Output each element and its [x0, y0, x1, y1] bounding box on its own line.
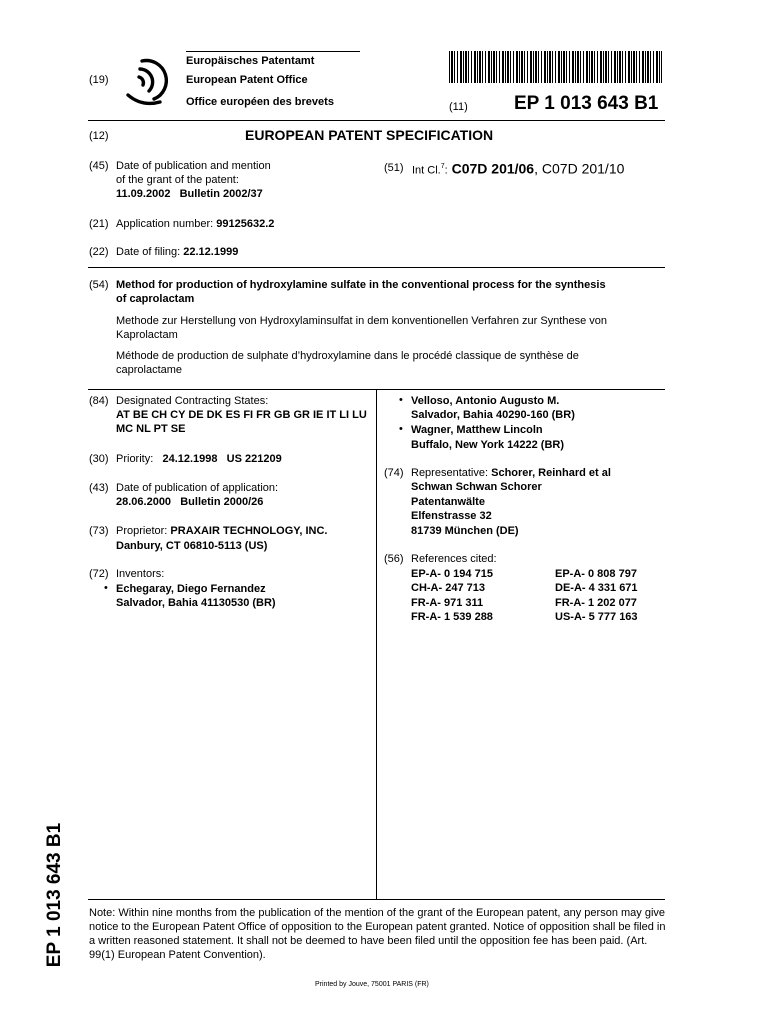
reference-left-1: EP-A- 0 194 715	[411, 568, 493, 580]
title-en-2: of caprolactam	[116, 293, 195, 305]
application-label: Application number:	[116, 218, 214, 230]
filing-date: 22.12.1999	[183, 246, 239, 258]
office-name-en: European Patent Office	[186, 74, 308, 86]
code-45: (45)	[89, 160, 109, 172]
note-line-1: Note: Within nine months from the publication of the mention of the grant of the European patent, any person may give	[89, 907, 666, 919]
office-name-fr: Office européen des brevets	[186, 96, 334, 108]
title-fr-2: caprolactame	[116, 364, 183, 376]
representative-line-5: 81739 München (DE)	[411, 525, 519, 537]
header-rule	[186, 51, 360, 52]
code-73: (73)	[89, 525, 109, 537]
side-publication-number: EP 1 013 643 B1	[44, 822, 65, 968]
note-line-3: a written reasoned statement. It shall not be deemed to have been filed until the opposition fee has been paid. (Art.	[89, 935, 648, 947]
application-row	[116, 217, 274, 231]
priority-row	[116, 452, 282, 466]
int-cl-secondary: , C07D 201/10	[534, 160, 625, 177]
priority-label: Priority:	[116, 453, 154, 465]
inventors-label: Inventors:	[116, 568, 165, 580]
reference-right-2: DE-A- 4 331 671	[555, 582, 638, 594]
pub-value: 11.09.2002 Bulletin 2002/37	[116, 188, 263, 200]
states-line-1: AT BE CH CY DE DK ES FI FR GB GR IE IT LI LU	[116, 409, 367, 421]
states-line-2: MC NL PT SE	[116, 423, 186, 435]
reference-left-4: FR-A- 1 539 288	[411, 611, 493, 623]
office-name-de: Europäisches Patentamt	[186, 55, 315, 67]
pub-label-1: Date of publication and mention	[116, 160, 271, 172]
proprietor-row	[116, 524, 328, 538]
code-84: (84)	[89, 395, 109, 407]
proprietor-name: PRAXAIR TECHNOLOGY, INC.	[170, 525, 328, 537]
code-51: (51)	[384, 162, 404, 174]
references-label: References cited:	[411, 553, 497, 565]
app-pub-label: Date of publication of application:	[116, 482, 279, 494]
note-line-2: notice to the European Patent Office of opposition to the European patent granted. Notice of opposition shall be filed in	[89, 921, 666, 933]
code-43: (43)	[89, 482, 109, 494]
rule-title	[88, 267, 665, 268]
code-72: (72)	[89, 568, 109, 580]
filing-row	[116, 245, 238, 259]
code-30: (30)	[89, 453, 109, 465]
code-21: (21)	[89, 218, 109, 230]
proprietor-label: Proprietor:	[116, 525, 168, 537]
printer-imprint: Printed by Jouve, 75001 PARIS (FR)	[315, 981, 429, 988]
rule-note	[88, 899, 665, 900]
code-74: (74)	[384, 467, 404, 479]
reference-left-2: CH-A- 247 713	[411, 582, 485, 594]
code-19: (19)	[89, 74, 109, 86]
epo-logo-icon	[124, 55, 174, 111]
code-11: (11)	[449, 101, 468, 113]
inventor-3-bullet: •	[399, 423, 403, 435]
title-de-2: Kaprolactam	[116, 329, 178, 341]
reference-right-4: US-A- 5 777 163	[555, 611, 638, 623]
note-line-4: 99(1) European Patent Convention).	[89, 949, 266, 961]
code-12: (12)	[89, 130, 109, 142]
title-de-1: Methode zur Herstellung von Hydroxylaminsulfat in dem konventionellen Verfahren zur Synthese von	[116, 315, 607, 327]
proprietor-address: Danbury, CT 06810-5113 (US)	[116, 540, 268, 552]
title-en-1: Method for production of hydroxylamine sulfate in the conventional process for the synthesis	[116, 279, 606, 291]
inventor-2-bullet: •	[399, 394, 403, 406]
inventor-3-name: Wagner, Matthew Lincoln	[411, 424, 543, 436]
doc-type: EUROPEAN PATENT SPECIFICATION	[245, 127, 494, 143]
int-cl-sup: 7	[440, 163, 445, 170]
representative-line-3: Patentanwälte	[411, 496, 485, 508]
app-pub-value: 28.06.2000 Bulletin 2000/26	[116, 496, 264, 508]
reference-right-1: EP-A- 0 808 797	[555, 568, 637, 580]
representative-line-2: Schwan Schwan Schorer	[411, 481, 542, 493]
representative-label: Representative:	[411, 467, 489, 479]
barcode	[449, 51, 662, 83]
int-cl	[412, 157, 624, 181]
code-22: (22)	[89, 246, 109, 258]
application-number: 99125632.2	[216, 218, 275, 230]
reference-left-3: FR-A- 971 311	[411, 597, 484, 609]
representative-row	[411, 466, 611, 480]
reference-right-3: FR-A- 1 202 077	[555, 597, 637, 609]
inventor-1-address: Salvador, Bahia 41130530 (BR)	[116, 597, 276, 609]
inventor-2-name: Velloso, Antonio Augusto M.	[411, 395, 560, 407]
int-cl-colon: :	[444, 164, 448, 177]
inventor-3-address: Buffalo, New York 14222 (BR)	[411, 439, 565, 451]
filing-label: Date of filing:	[116, 246, 181, 258]
title-fr-1: Méthode de production de sulphate d’hydroxylamine dans le procédé classique de synthèse de	[116, 350, 579, 362]
inventor-1-name: Echegaray, Diego Fernandez	[116, 583, 266, 595]
code-56: (56)	[384, 553, 404, 565]
inventor-2-address: Salvador, Bahia 40290-160 (BR)	[411, 409, 575, 421]
priority-value: 24.12.1998 US 221209	[162, 453, 282, 465]
states-label: Designated Contracting States:	[116, 395, 269, 407]
column-divider	[376, 390, 377, 899]
representative-line-4: Elfenstrasse 32	[411, 510, 492, 522]
int-cl-label: Int Cl.	[412, 164, 441, 177]
representative-name: Schorer, Reinhard et al	[491, 467, 611, 479]
publication-number: EP 1 013 643 B1	[514, 93, 659, 114]
inventor-1-bullet: •	[104, 582, 108, 594]
rule-top	[88, 120, 665, 121]
code-54: (54)	[89, 279, 109, 291]
pub-label-2: of the grant of the patent:	[116, 174, 239, 186]
int-cl-primary: C07D 201/06	[451, 160, 535, 177]
